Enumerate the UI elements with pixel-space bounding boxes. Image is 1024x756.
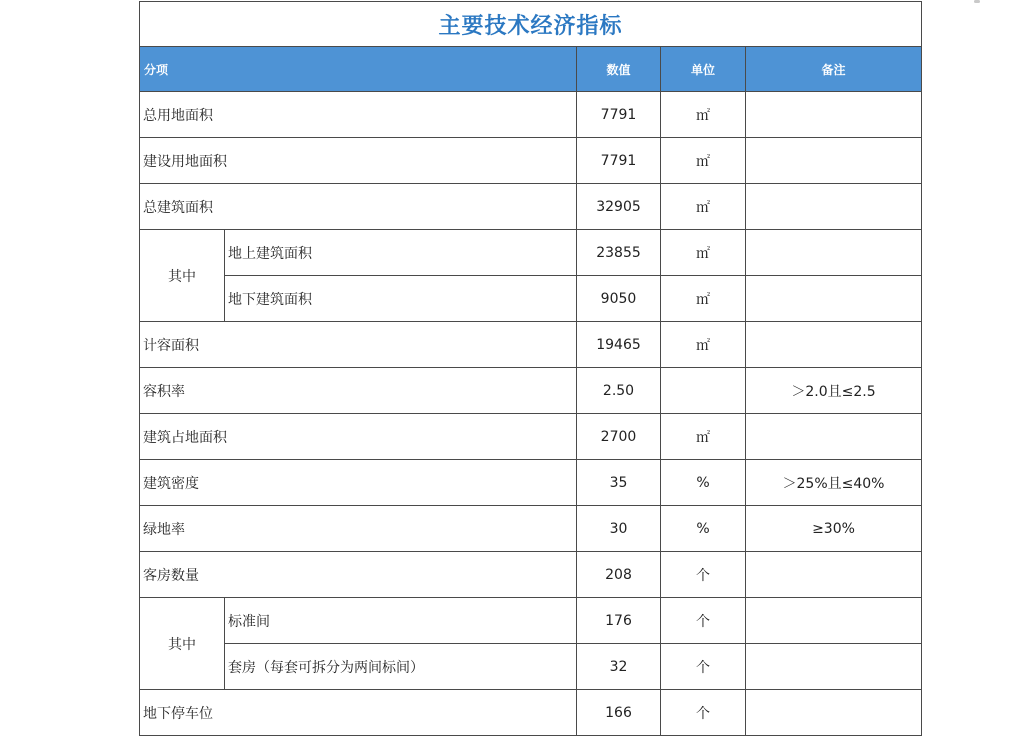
row-name: 标准间	[225, 598, 577, 644]
group-label: 其中	[140, 598, 225, 690]
row-name: 客房数量	[140, 552, 577, 598]
row-name: 总用地面积	[140, 92, 577, 138]
row-unit: ㎡	[661, 230, 746, 276]
table-row	[140, 690, 922, 736]
table-title: 主要技术经济指标	[140, 2, 922, 47]
row-value: 32	[577, 644, 661, 690]
group-label: 其中	[140, 230, 225, 322]
table-row	[140, 506, 922, 552]
row-name: 计容面积	[140, 322, 577, 368]
row-unit: 个	[661, 598, 746, 644]
row-unit	[661, 368, 746, 414]
row-note	[746, 644, 922, 690]
row-value: 9050	[577, 276, 661, 322]
row-name: 套房（每套可拆分为两间标间）	[225, 644, 577, 690]
row-note	[746, 322, 922, 368]
row-name: 建筑密度	[140, 460, 577, 506]
row-value: 176	[577, 598, 661, 644]
row-note	[746, 276, 922, 322]
header-note: 备注	[746, 47, 922, 92]
row-value: 208	[577, 552, 661, 598]
row-name: 地上建筑面积	[225, 230, 577, 276]
row-unit: %	[661, 506, 746, 552]
row-note	[746, 552, 922, 598]
row-unit: ㎡	[661, 138, 746, 184]
row-unit: ㎡	[661, 92, 746, 138]
row-note: ≥30%	[746, 506, 922, 552]
row-value: 30	[577, 506, 661, 552]
table-row	[140, 598, 922, 644]
table-row	[140, 552, 922, 598]
row-value: 35	[577, 460, 661, 506]
row-note: ＞2.0且≤2.5	[746, 368, 922, 414]
row-unit: ㎡	[661, 184, 746, 230]
row-unit: 个	[661, 690, 746, 736]
row-note	[746, 414, 922, 460]
row-unit: ㎡	[661, 322, 746, 368]
row-note	[746, 92, 922, 138]
row-value: 2700	[577, 414, 661, 460]
row-name: 地下停车位	[140, 690, 577, 736]
row-unit: ㎡	[661, 276, 746, 322]
row-note	[746, 598, 922, 644]
table-row	[140, 184, 922, 230]
table-row	[140, 460, 922, 506]
row-name: 绿地率	[140, 506, 577, 552]
row-value: 7791	[577, 138, 661, 184]
table-row	[140, 230, 922, 276]
row-name: 建筑占地面积	[140, 414, 577, 460]
table-row	[140, 368, 922, 414]
corner-dot	[974, 0, 980, 3]
header-item: 分项	[140, 47, 577, 92]
header-unit: 单位	[661, 47, 746, 92]
row-name: 容积率	[140, 368, 577, 414]
row-unit: %	[661, 460, 746, 506]
header-value: 数值	[577, 47, 661, 92]
indicator-sheet	[139, 1, 921, 736]
table-row	[140, 414, 922, 460]
table-row	[140, 138, 922, 184]
indicator-table	[139, 1, 922, 736]
row-name: 总建筑面积	[140, 184, 577, 230]
table-row	[140, 644, 922, 690]
row-value: 2.50	[577, 368, 661, 414]
row-note	[746, 184, 922, 230]
table-row	[140, 322, 922, 368]
row-note	[746, 690, 922, 736]
row-note	[746, 230, 922, 276]
row-value: 19465	[577, 322, 661, 368]
table-row	[140, 276, 922, 322]
table-header-row	[140, 47, 922, 92]
row-value: 32905	[577, 184, 661, 230]
row-note	[746, 138, 922, 184]
row-note: ＞25%且≤40%	[746, 460, 922, 506]
row-value: 166	[577, 690, 661, 736]
row-name: 地下建筑面积	[225, 276, 577, 322]
row-name: 建设用地面积	[140, 138, 577, 184]
table-row	[140, 92, 922, 138]
row-unit: 个	[661, 644, 746, 690]
row-unit: 个	[661, 552, 746, 598]
row-value: 7791	[577, 92, 661, 138]
row-value: 23855	[577, 230, 661, 276]
row-unit: ㎡	[661, 414, 746, 460]
